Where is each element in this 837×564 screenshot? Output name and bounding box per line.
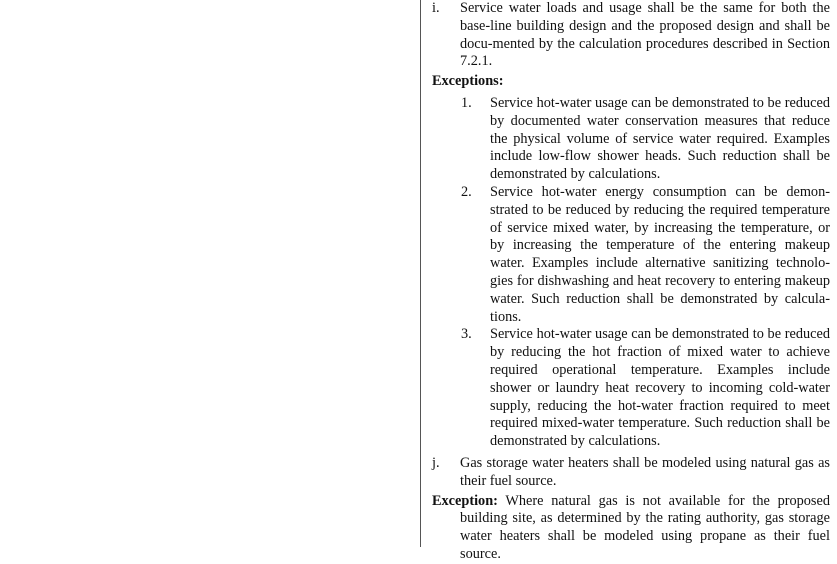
exception-text: Service hot-water usage can be demonstrated to be reduced by reducing the hot fraction of mixed water to achieve required operational temperature. Examples include shower or laundry heat recovery to incoming cold-water supply, reducing the hot-water fraction required to meet required mixed-water temperature. Such reduction shall be demonstrated by calculations. [490,326,830,450]
list-item-text: Gas storage water heaters shall be modeled using natural gas as their fuel source. [460,454,830,489]
list-item-i [432,0,830,71]
exception-body: Where natural gas is not available for the proposed building site, as determined by the rating authority, gas storage water heaters shall be modeled using propane as their fuel source. [460,492,830,562]
exception-item-2 [461,184,830,326]
exception-label: Exception: [432,492,498,509]
exception-number: 2. [461,183,472,200]
column-divider [420,0,421,547]
exception-number: 3. [461,326,472,343]
exception-item-3 [461,326,830,451]
exception-item-1 [461,95,830,184]
list-marker: i. [432,0,440,16]
exception-text: Service hot-water usage can be demonstrated to be reduced by documented water conservation measures that reduce the physical volume of service water required. Examples include low-flow shower heads. Such reduction shall be demonstrated by calculations. [490,94,830,183]
document-column [432,0,830,564]
exception-text: Service hot-water energy consumption can be demon-strated to be reduced by reducing the required temperature of service mixed water, by increasing the temperature, or by increasing the temperature of the entering makeup water. Examples include alternative sanitizing technolo-gies for dishwashing and heat recovery to entering makeup water. Such reduction shall be demonstrated by calcula-tions. [490,183,830,325]
final-exception [432,493,830,564]
exception-number: 1. [461,94,472,111]
exceptions-heading: Exceptions: [432,73,504,90]
list-item-j [432,455,830,491]
list-item-text: Service water loads and usage shall be the same for both the base-line building design and the proposed design and shall be docu-mented by the calculation procedures described in Section 7.2.1. [460,0,830,70]
exceptions-list [432,95,830,451]
list-marker: j. [432,454,440,471]
